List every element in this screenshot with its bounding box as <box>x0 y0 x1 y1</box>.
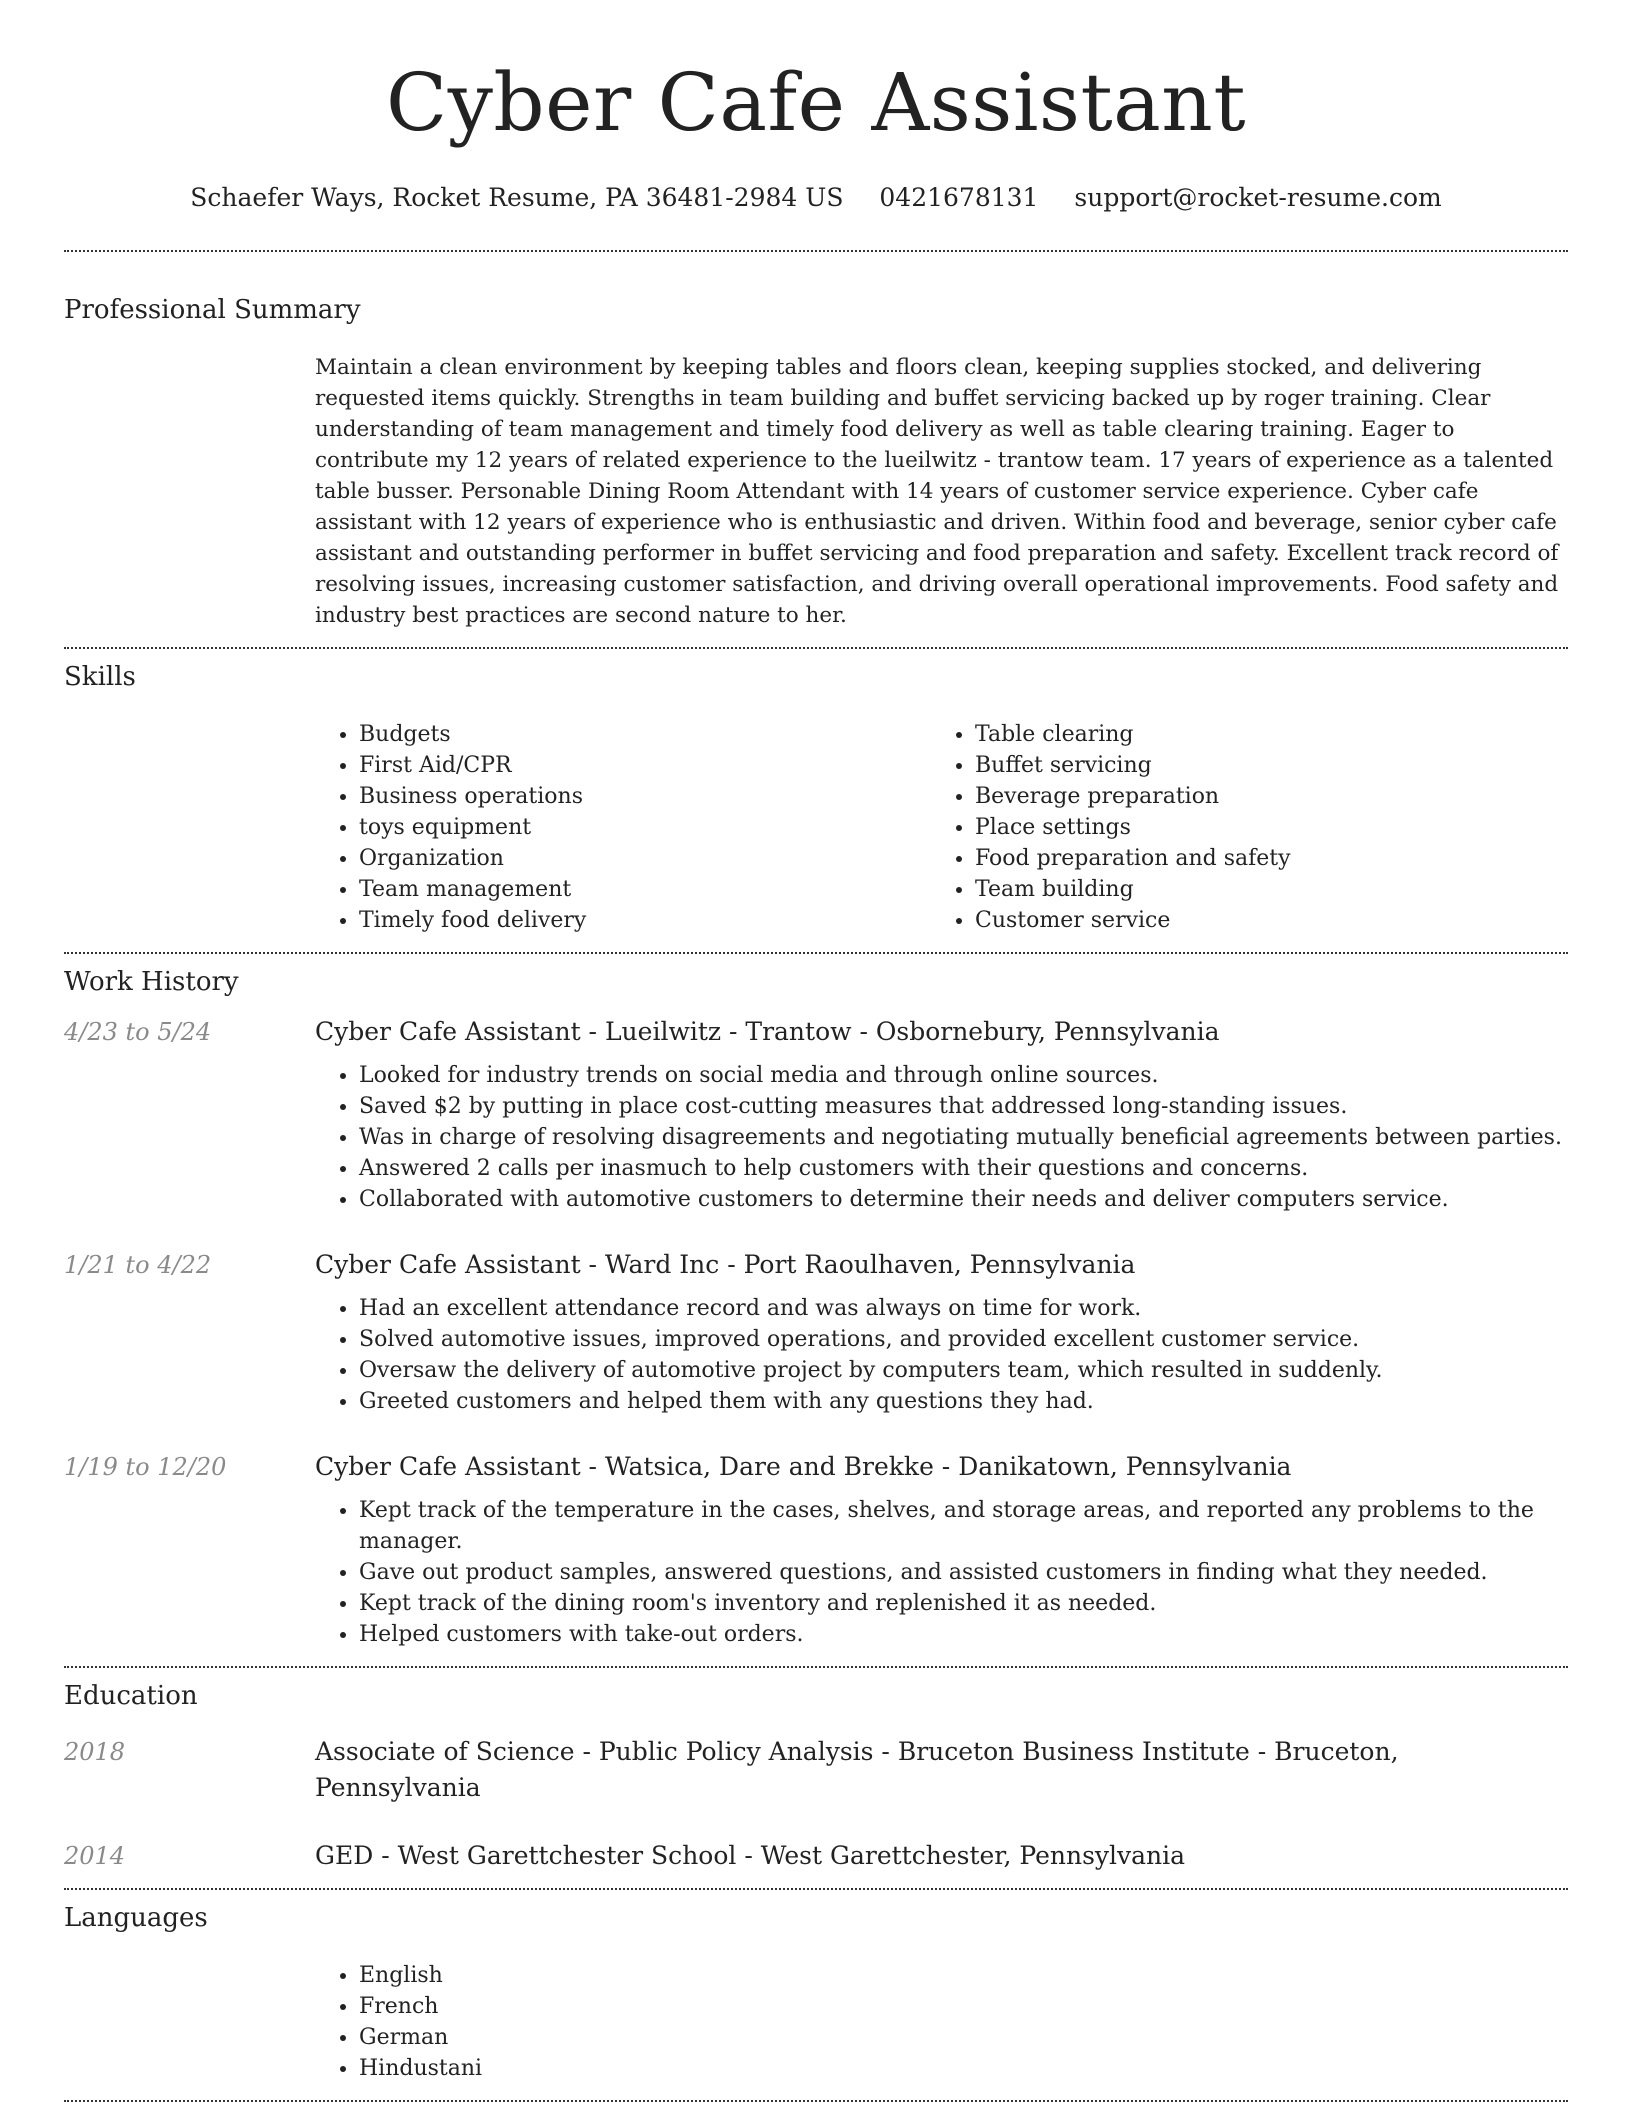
language-item: • Hindustani <box>359 2053 1568 2084</box>
divider <box>64 2100 1568 2102</box>
skill-item: • Team management <box>359 874 931 905</box>
job-bullet: • Answered 2 calls per inasmuch to help customers with their questions and concerns. <box>359 1153 1568 1184</box>
work-section <box>64 964 1568 1666</box>
job-title: Cyber Cafe Assistant - Watsica, Dare and Brekke - Danikatown, Pennsylvania <box>315 1452 1292 1481</box>
education-entry <box>64 1838 1568 1874</box>
job-bullet: • Had an excellent attendance record and was always on time for work. <box>359 1293 1568 1324</box>
skill-item: • toys equipment <box>359 812 931 843</box>
education-title: GED - West Garettchester School - West Garettchester, Pennsylvania <box>315 1841 1186 1870</box>
skill-item: • Timely food delivery <box>359 905 931 936</box>
job-bullet: • Saved $2 by putting in place cost-cutting measures that addressed long-standing issues. <box>359 1091 1568 1122</box>
skill-item: • Place settings <box>975 812 1547 843</box>
education-title: Associate of Science - Public Policy Analysis - Bruceton Business Institute - Bruceton, Pennsylvania <box>315 1737 1399 1802</box>
job-bullet: • Looked for industry trends on social media and through online sources. <box>359 1060 1568 1091</box>
job-bullet: • Was in charge of resolving disagreements and negotiating mutually beneficial agreements between parties. <box>359 1122 1568 1153</box>
education-year: 2018 <box>64 1738 126 1766</box>
summary-section <box>64 292 1568 631</box>
job-entry <box>64 1247 1568 1417</box>
skill-item: • Organization <box>359 843 931 874</box>
job-bullet: • Kept track of the dining room's inventory and replenished it as needed. <box>359 1588 1568 1619</box>
job-entry <box>64 1449 1568 1650</box>
skill-item: • Business operations <box>359 781 931 812</box>
job-bullet: • Kept track of the temperature in the cases, shelves, and storage areas, and reported any problems to the manager. <box>359 1495 1568 1557</box>
language-item: • English <box>359 1960 1568 1991</box>
divider <box>64 1666 1568 1668</box>
skill-item: • Team building <box>975 874 1547 905</box>
skills-heading: Skills <box>64 662 136 692</box>
skill-item: • Budgets <box>359 719 931 750</box>
skills-column-left <box>315 719 931 936</box>
languages-section <box>64 1900 1568 2100</box>
skill-item: • Beverage preparation <box>975 781 1547 812</box>
skills-section <box>64 659 1568 936</box>
divider <box>64 1888 1568 1890</box>
summary-heading: Professional Summary <box>64 295 361 325</box>
contact-line <box>64 180 1568 216</box>
skill-item: • Buffet servicing <box>975 750 1547 781</box>
resume-page <box>64 0 1568 2102</box>
job-title: Cyber Cafe Assistant - Lueilwitz - Trantow - Osbornebury, Pennsylvania <box>315 1017 1220 1046</box>
education-year: 2014 <box>64 1842 126 1870</box>
language-item: • German <box>359 2022 1568 2053</box>
job-dates: 4/23 to 5/24 <box>64 1018 212 1046</box>
job-dates: 1/19 to 12/20 <box>64 1453 227 1481</box>
job-bullet: • Helped customers with take-out orders. <box>359 1619 1568 1650</box>
contact-phone: 0421678131 <box>879 183 1039 212</box>
job-title: Cyber Cafe Assistant - Ward Inc - Port Raoulhaven, Pennsylvania <box>315 1250 1136 1279</box>
summary-text: Maintain a clean environment by keeping tables and floors clean, keeping supplies stocked, and delivering requested items quickly. Strengths in team building and buffet servicing backed up by roger training. Clear understanding of team management and timely food delivery as well as table clearing training. Eager to contribute my 12 years of related experience to the lueilwitz - trantow team. 17 years of experience as a talented table busser. Personable Dining Room Attendant with 14 years of customer service experience. Cyber cafe assistant with 12 years of experience who is enthusiastic and driven. Within food and beverage, senior cyber cafe assistant and outstanding performer in buffet servicing and food preparation and safety. Excellent track record of resolving issues, increasing customer satisfaction, and driving overall operational improvements. Food safety and industry best practices are second nature to her. <box>315 355 1559 628</box>
education-entry <box>64 1734 1568 1806</box>
job-bullet: • Oversaw the delivery of automotive project by computers team, which resulted in suddenly. <box>359 1355 1568 1386</box>
job-bullet: • Collaborated with automotive customers to determine their needs and deliver computers service. <box>359 1184 1568 1215</box>
job-bullet: • Greeted customers and helped them with any questions they had. <box>359 1386 1568 1417</box>
divider <box>64 647 1568 649</box>
divider <box>64 250 1568 252</box>
languages-heading: Languages <box>64 1903 208 1933</box>
language-item: • French <box>359 1991 1568 2022</box>
skill-item: • First Aid/CPR <box>359 750 931 781</box>
work-heading: Work History <box>64 967 239 997</box>
education-section <box>64 1678 1568 1888</box>
skills-column-right <box>931 719 1547 936</box>
skill-item: • Table clearing <box>975 719 1547 750</box>
skill-item: • Food preparation and safety <box>975 843 1547 874</box>
resume-name: Cyber Cafe Assistant <box>386 56 1246 149</box>
skill-item: • Customer service <box>975 905 1547 936</box>
job-bullet: • Gave out product samples, answered questions, and assisted customers in finding what they needed. <box>359 1557 1568 1588</box>
contact-email: support@rocket-resume.com <box>1074 183 1442 212</box>
job-bullet: • Solved automotive issues, improved operations, and provided excellent customer service. <box>359 1324 1568 1355</box>
job-entry <box>64 1014 1568 1215</box>
divider <box>64 952 1568 954</box>
contact-address: Schaefer Ways, Rocket Resume, PA 36481-2984 US <box>190 183 844 212</box>
job-dates: 1/21 to 4/22 <box>64 1251 212 1279</box>
education-heading: Education <box>64 1681 198 1711</box>
